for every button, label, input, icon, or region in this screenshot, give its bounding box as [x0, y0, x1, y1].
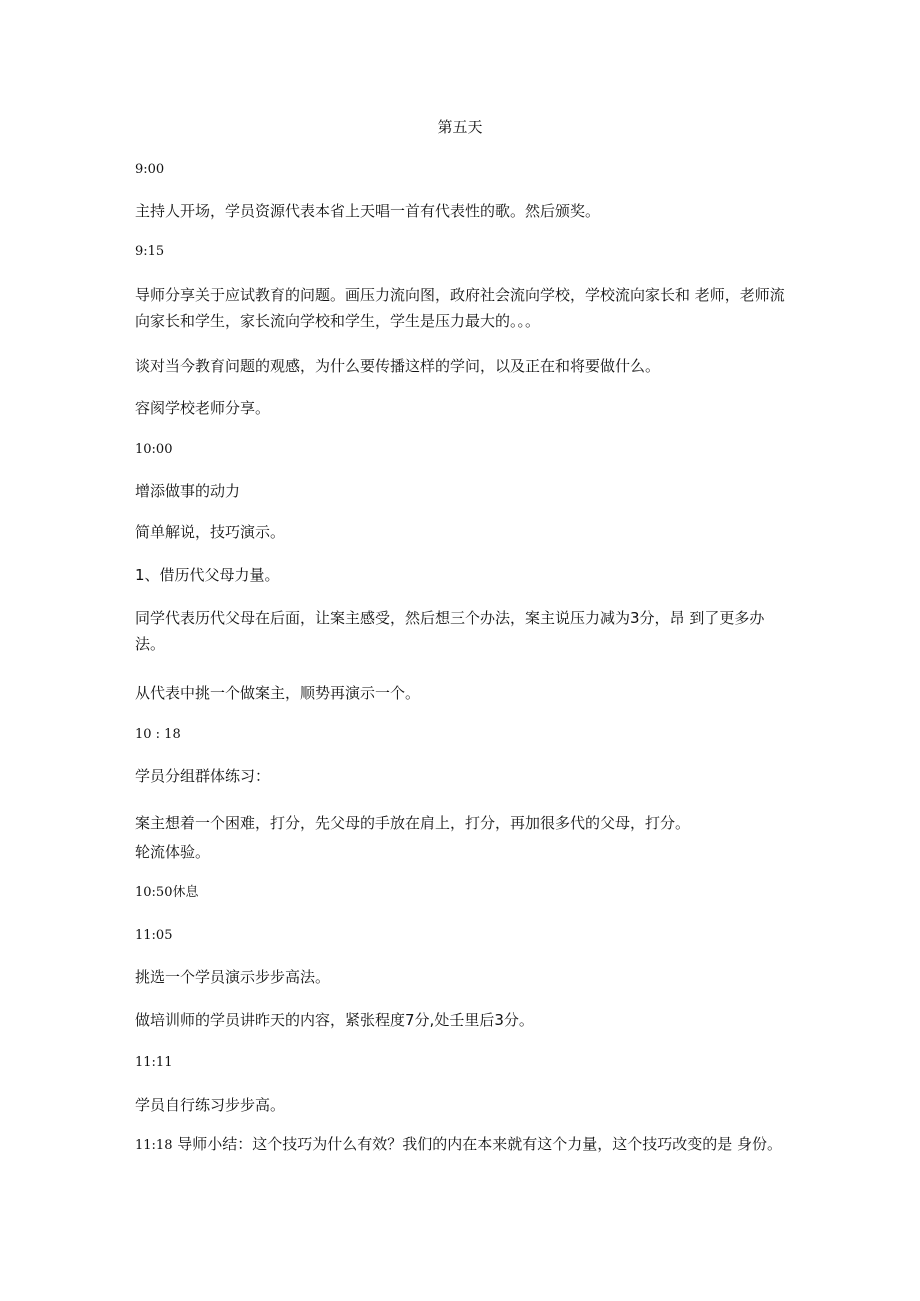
paragraph: 轮流体验。: [135, 843, 211, 861]
time-label: 11:11: [135, 1055, 173, 1070]
section-heading: 增添做事的动力: [135, 482, 241, 500]
paragraph: 做培训师的学员讲昨天的内容，紧张程度7分,处壬里后3分。: [135, 1011, 534, 1029]
list-item: 1、借历代父母力量。: [135, 566, 280, 584]
summary-paragraph: [135, 1134, 785, 1156]
time-label: 9:00: [135, 162, 165, 177]
paragraph: 谈对当今教育问题的观感，为什么要传播这样的学问，以及正在和将要做什么。: [135, 357, 661, 375]
time-label: 10:50休息: [135, 885, 199, 900]
paragraph: 挑选一个学员演示步步高法。: [135, 968, 331, 986]
paragraph: 简单解说，技巧演示。: [135, 523, 286, 541]
paragraph: 容阂学校老师分享。: [135, 399, 271, 417]
paragraph: 学员分组群体练习：: [135, 767, 271, 785]
paragraph: 主持人开场，学员资源代表本省上天唱一首有代表性的歌。然后颁奖。: [135, 202, 601, 220]
paragraph: 案主想着一个困难，打分，先父母的手放在肩上，打分，再加很多代的父母，打分。: [135, 814, 691, 832]
summary-text: 导师小结：这个技巧为什么有效？我们的内在本来就有这个力量，这个技巧改变的是 身份。: [177, 1135, 783, 1153]
time-label: 10 : 18: [135, 727, 181, 742]
time-label: 11:05: [135, 928, 173, 943]
paragraph: 导师分享关于应试教育的问题。画压力流向图，政府社会流向学校，学校流向家长和 老师，老师流向家长和学生，家长流向学校和学生，学生是压力最大的。。。: [135, 286, 785, 330]
paragraph: 同学代表历代父母在后面，让案主感受，然后想三个办法，案主说压力减为3分，昂 到了更多办法。: [135, 609, 765, 653]
time-label: 9:15: [135, 244, 165, 259]
paragraph: 从代表中挑一个做案主，顺势再演示一个。: [135, 684, 421, 702]
paragraph: 学员自行练习步步高。: [135, 1096, 286, 1114]
time-label: 10:00: [135, 442, 173, 457]
time-label: 11:18: [135, 1138, 173, 1153]
page-title: 第五天: [437, 118, 483, 136]
